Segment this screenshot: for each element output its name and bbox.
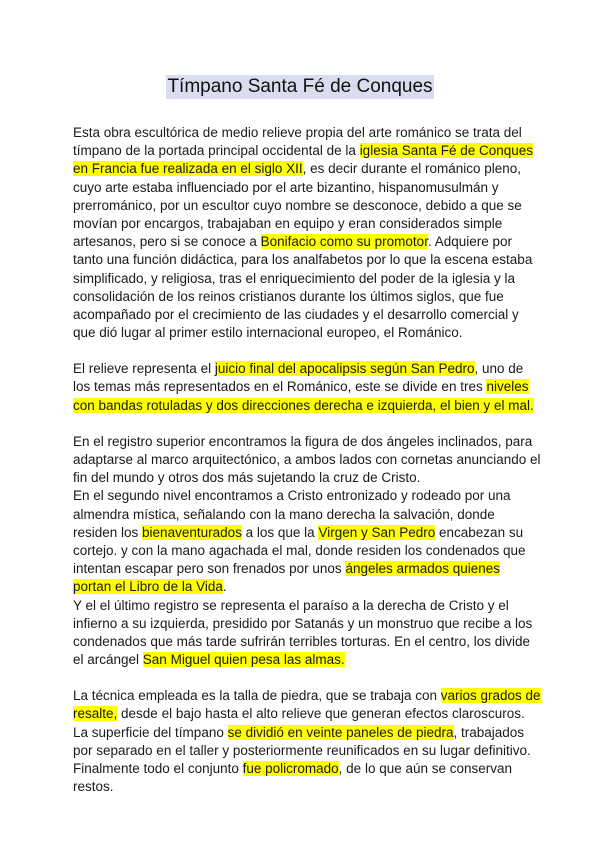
text-segment: almendra mística, señalando con la mano derecha la salvación, donde [73, 506, 495, 522]
text-segment: cortejo. y con la mano agachada el mal, donde residen los condenados que [73, 542, 526, 558]
text-segment: Esta obra escultórica de medio relieve propia del arte románico se trata del [73, 125, 522, 140]
highlighted-text: juicio final del apocalipsis según San Pedro [214, 361, 475, 377]
text-segment: , trabajados [453, 724, 525, 740]
text-segment: La técnica empleada es la talla de piedra, que se trabaja con [73, 688, 441, 704]
highlighted-text: bienaventurados [142, 524, 242, 540]
text-segment: El relieve representa el [73, 361, 215, 377]
text-segment: infierno a su izquierda, presidido por Satanás y un monstruo que recibe a los [73, 615, 533, 631]
text-line [73, 560, 533, 578]
text-segment: tanto una función didáctica, para los analfabetos por lo que la escena estaba [73, 252, 533, 268]
text-line [73, 251, 533, 269]
text-segment: simplificado, y religiosa, tras el enriquecimiento del poder de la iglesia y la [73, 270, 515, 286]
highlighted-text: se dividió en veinte paneles de piedra [227, 724, 454, 740]
text-segment: que dió lugar al primer estilo internacional europeo, el Románico. [73, 325, 463, 341]
text-segment: condenados que más tarde sufrirán terribles torturas. En el centro, los divide [73, 633, 530, 649]
paragraph [73, 360, 533, 415]
text-segment: los temas más representados en el Románico, este se divide en tres [73, 379, 487, 395]
text-segment: adaptarse al marco arquitectónico, a ambos lados con cornetas anunciando el [73, 452, 541, 467]
text-segment: , es decir durante el románico pleno, [302, 161, 522, 177]
text-line [73, 742, 533, 760]
highlighted-text: fue policromado [242, 761, 339, 776]
highlighted-text: con bandas rotuladas y dos direcciones derecha e izquierda, el bien y el mal. [73, 397, 534, 413]
text-line [73, 142, 533, 160]
text-line [73, 270, 533, 288]
text-line [73, 687, 541, 705]
text-segment: . Adquiere por [427, 234, 513, 250]
text-line [73, 651, 533, 669]
text-segment: desde el bajo hasta el alto relieve que generan efectos claroscuros. [117, 706, 525, 722]
text-line [73, 633, 533, 651]
text-segment: por separado en el taller y posteriormente reunificados en su lugar definitivo. [73, 742, 531, 758]
text-line [73, 324, 533, 342]
text-segment: . [222, 579, 227, 595]
highlighted-text: ángeles armados quienes [345, 561, 501, 577]
text-line [73, 378, 533, 396]
text-line [73, 760, 533, 778]
text-line [73, 506, 533, 524]
text-line [73, 451, 541, 469]
text-line [73, 215, 533, 233]
text-line [73, 487, 533, 505]
highlighted-text: iglesia Santa Fé de Conques [359, 143, 534, 159]
text-segment: residen los [73, 524, 143, 540]
text-line [73, 705, 533, 723]
text-segment: , uno de [474, 361, 524, 377]
highlighted-text: varios grados de [440, 688, 541, 704]
text-line [73, 524, 533, 542]
title-wrapper [0, 75, 600, 99]
text-line [73, 615, 533, 633]
text-segment: a los que la [241, 524, 319, 540]
text-segment: encabezan su [435, 524, 524, 540]
text-segment: cuyo arte estaba influenciado por el arte bizantino, hispanomusulmán y [73, 179, 499, 195]
text-segment: prerrománico, por un escultor cuyo nombre se desconoce, debido a que se [73, 197, 522, 213]
text-line [73, 197, 533, 215]
text-line [73, 306, 533, 324]
paragraph [73, 687, 541, 796]
text-segment: tímpano de la portada principal occidental de la [73, 143, 360, 159]
text-segment: movían por encargos, trabajaban en equipo y eran considerados simple [73, 215, 503, 231]
text-line [73, 469, 533, 487]
text-segment: Finalmente todo el conjunto [73, 761, 243, 776]
highlighted-text: en Francia fue realizada en el siglo XII [73, 161, 303, 177]
highlighted-text: resalte, [73, 706, 118, 722]
text-line [73, 578, 533, 596]
text-segment: acompañado por el crecimiento de las ciudades y el desarrollo comercial y [73, 306, 519, 322]
text-line [73, 179, 533, 197]
text-line [73, 360, 533, 378]
text-line [73, 160, 533, 178]
text-line [73, 397, 533, 415]
text-line [73, 778, 533, 796]
text-line [73, 288, 533, 306]
text-segment: En el registro superior encontramos la figura de dos ángeles inclinados, para [73, 433, 533, 449]
text-segment: el arcángel [73, 652, 143, 668]
text-segment: consolidación de los reinos cristianos durante los últimos siglos, que fue [73, 288, 504, 304]
text-line [73, 542, 533, 560]
text-segment: intentan escapar pero son frenados por unos [73, 561, 346, 577]
text-line [73, 597, 533, 615]
highlighted-text: niveles [486, 379, 529, 395]
document-title: Tímpano Santa Fé de Conques [167, 76, 433, 97]
text-line [73, 233, 533, 251]
highlighted-text: Bonifacio como su promotor [260, 234, 428, 250]
text-segment: fin del mundo y otros dos más sujetando la cruz de Cristo. [73, 470, 421, 486]
text-segment: Y el el último registro se representa el paraíso a la derecha de Cristo y el [73, 597, 509, 613]
paragraph [73, 433, 541, 669]
text-segment: , de lo que aún se conservan [338, 761, 513, 776]
highlighted-text: portan el Libro de la Vida [73, 579, 223, 595]
text-segment: restos. [73, 779, 114, 795]
highlighted-text: San Miguel quien pesa las almas. [142, 652, 345, 668]
text-segment: artesanos, pero si se conoce a [73, 234, 261, 250]
text-segment: En el segundo nivel encontramos a Cristo entronizado y rodeado por una [73, 488, 511, 504]
text-line [73, 433, 533, 451]
paragraph [73, 124, 533, 342]
document-body [73, 124, 541, 796]
highlighted-text: Virgen y San Pedro [318, 524, 436, 540]
text-segment: La superficie del tímpano [73, 724, 228, 740]
text-line [73, 124, 533, 142]
text-line [73, 724, 533, 742]
